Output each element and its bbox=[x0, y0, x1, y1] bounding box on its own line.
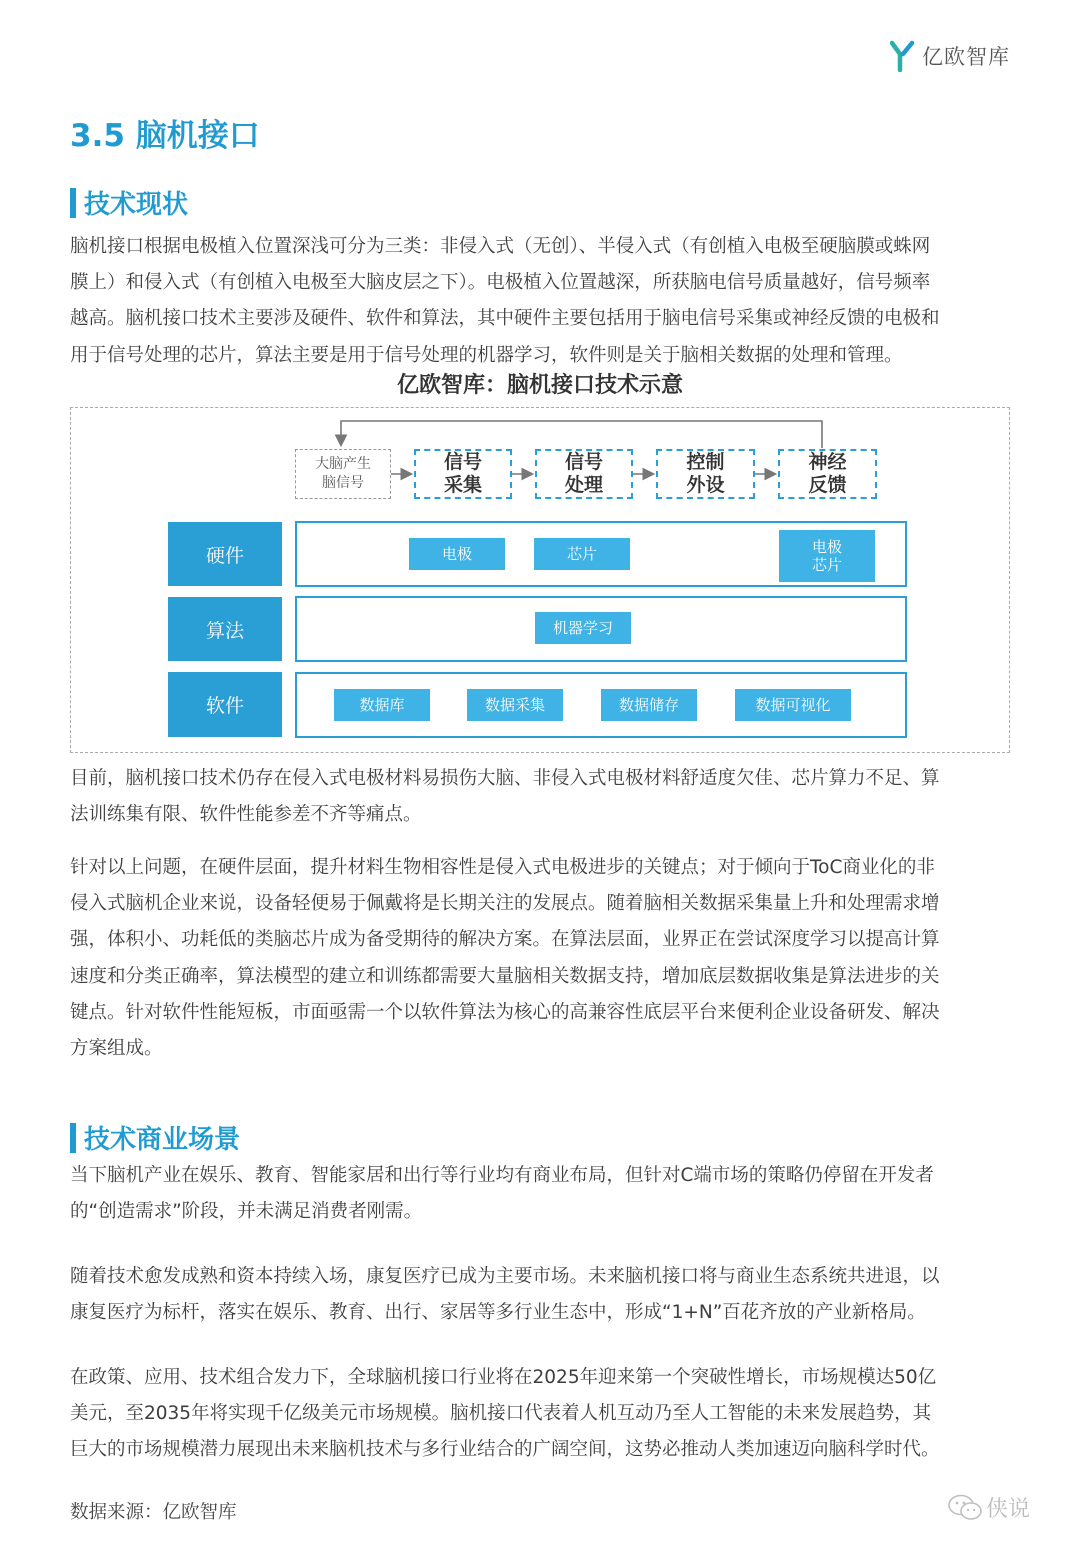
flow-step-signal-acquisition: 信号 采集 bbox=[414, 449, 512, 499]
feedback-loop-arrow bbox=[341, 421, 822, 448]
row-label-algorithm: 算法 bbox=[168, 597, 282, 661]
title-accent-bar bbox=[70, 1123, 76, 1153]
flow-step-signal-processing: 信号 处理 bbox=[535, 449, 633, 499]
paragraph-pain-points bbox=[70, 761, 1015, 833]
text-line: 越高。脑机接口技术主要涉及硬件、软件和算法，其中硬件主要包括用于脑电信号采集或神经反馈的电极和 bbox=[70, 308, 940, 330]
text-line: 的“创造需求”阶段，并未满足消费者刚需。 bbox=[70, 1201, 423, 1223]
row-label-software: 软件 bbox=[168, 672, 282, 737]
text-line: 方案组成。 bbox=[70, 1038, 163, 1060]
watermark-text: 侠说 bbox=[986, 1497, 1031, 1522]
chip-electrode-chip: 电极 芯片 bbox=[779, 530, 875, 582]
text-line: 美元，至2035年将实现千亿级美元市场规模。脑机接口代表着人机互动乃至人工智能的未来发展趋势，其 bbox=[70, 1403, 932, 1425]
paragraph-business-2 bbox=[70, 1259, 1015, 1331]
data-source: 数据来源：亿欧智库 bbox=[70, 1502, 237, 1523]
flow-start-box: 大脑产生 脑信号 bbox=[295, 449, 391, 499]
text-line: 在政策、应用、技术组合发力下，全球脑机接口行业将在2025年迎来第一个突破性增长，市场规模达50亿 bbox=[70, 1367, 937, 1388]
text-line: 针对以上问题，在硬件层面，提升材料生物相容性是侵入式电极进步的关键点；对于倾向于ToC商业化的非 bbox=[70, 857, 935, 878]
subsection-title-text: 技术商业场景 bbox=[84, 1125, 241, 1155]
chip-data-storage: 数据储存 bbox=[601, 689, 697, 721]
chip-machine-learning: 机器学习 bbox=[535, 612, 631, 644]
text-line: 脑机接口根据电极植入位置深浅可分为三类：非侵入式（无创）、半侵入式（有创植入电极至硬脑膜或蛛网 bbox=[70, 236, 931, 257]
text-line: 侵入式脑机企业来说，设备轻便易于佩戴将是长期关注的发展点。随着脑相关数据采集量上升和处理需求增 bbox=[70, 893, 940, 915]
text-line: 目前，脑机接口技术仍存在侵入式电极材料易损伤大脑、非侵入式电极材料舒适度欠佳、芯片算力不足、算 bbox=[70, 768, 940, 789]
row-label-hardware: 硬件 bbox=[168, 522, 282, 586]
chip-data-visualization: 数据可视化 bbox=[735, 689, 851, 721]
text-line: 速度和分类正确率，算法模型的建立和训练都需要大量脑相关数据支持，增加底层数据收集是算法进步的关 bbox=[70, 965, 940, 987]
text-line: 随着技术愈发成熟和资本持续入场，康复医疗已成为主要市场。未来脑机接口将与商业生态系统共进退，以 bbox=[70, 1266, 940, 1287]
subsection-title-text: 技术现状 bbox=[84, 190, 189, 220]
flow-step-neural-feedback: 神经 反馈 bbox=[778, 449, 877, 499]
text-line: 法训练集有限、软件性能参差不齐等痛点。 bbox=[70, 804, 422, 826]
logo-text: 亿欧智库 bbox=[922, 45, 1010, 69]
paragraph-business-1 bbox=[70, 1158, 1015, 1230]
text-line: 键点。针对软件性能短板，市面亟需一个以软件算法为核心的高兼容性底层平台来便利企业设备研发、解决 bbox=[70, 1001, 940, 1023]
subsection-title-business bbox=[70, 1119, 240, 1156]
text-line: 膜上）和侵入式（有创植入电极至大脑皮层之下）。电极植入位置越深，所获脑电信号质量越好，信号频率 bbox=[70, 272, 931, 294]
paragraph-solutions bbox=[70, 850, 1015, 1067]
paragraph-business-3 bbox=[70, 1360, 1015, 1469]
chip-electrode: 电极 bbox=[409, 538, 505, 570]
text-line: 巨大的市场规模潜力展现出未来脑机技术与多行业结合的广阔空间，这势必推动人类加速迈向脑科学时代。 bbox=[70, 1439, 940, 1461]
chip-database: 数据库 bbox=[334, 689, 430, 721]
diagram-title: 亿欧智库：脑机接口技术示意 bbox=[396, 373, 683, 398]
chip-data-collection: 数据采集 bbox=[467, 689, 563, 721]
flow-step-control-peripheral: 控制 外设 bbox=[656, 449, 755, 499]
chip-chip: 芯片 bbox=[534, 538, 630, 570]
text-line: 当下脑机产业在娱乐、教育、智能家居和出行等行业均有商业布局，但针对C端市场的策略仍停留在开发者 bbox=[70, 1165, 934, 1186]
wechat-icon bbox=[948, 1494, 982, 1522]
text-line: 强，体积小、功耗低的类脑芯片成为备受期待的解决方案。在算法层面，业界正在尝试深度学习以提高计算 bbox=[70, 929, 940, 951]
text-line: 康复医疗为标杆，落实在娱乐、教育、出行、家居等多行业生态中，形成“1+N”百花齐放的产业新格局。 bbox=[70, 1302, 926, 1324]
text-line: 用于信号处理的芯片，算法主要是用于信号处理的机器学习，软件则是关于脑相关数据的处理和管理。 bbox=[70, 344, 903, 366]
section-title: 3.5 脑机接口 bbox=[70, 118, 260, 154]
watermark bbox=[948, 1492, 1030, 1523]
